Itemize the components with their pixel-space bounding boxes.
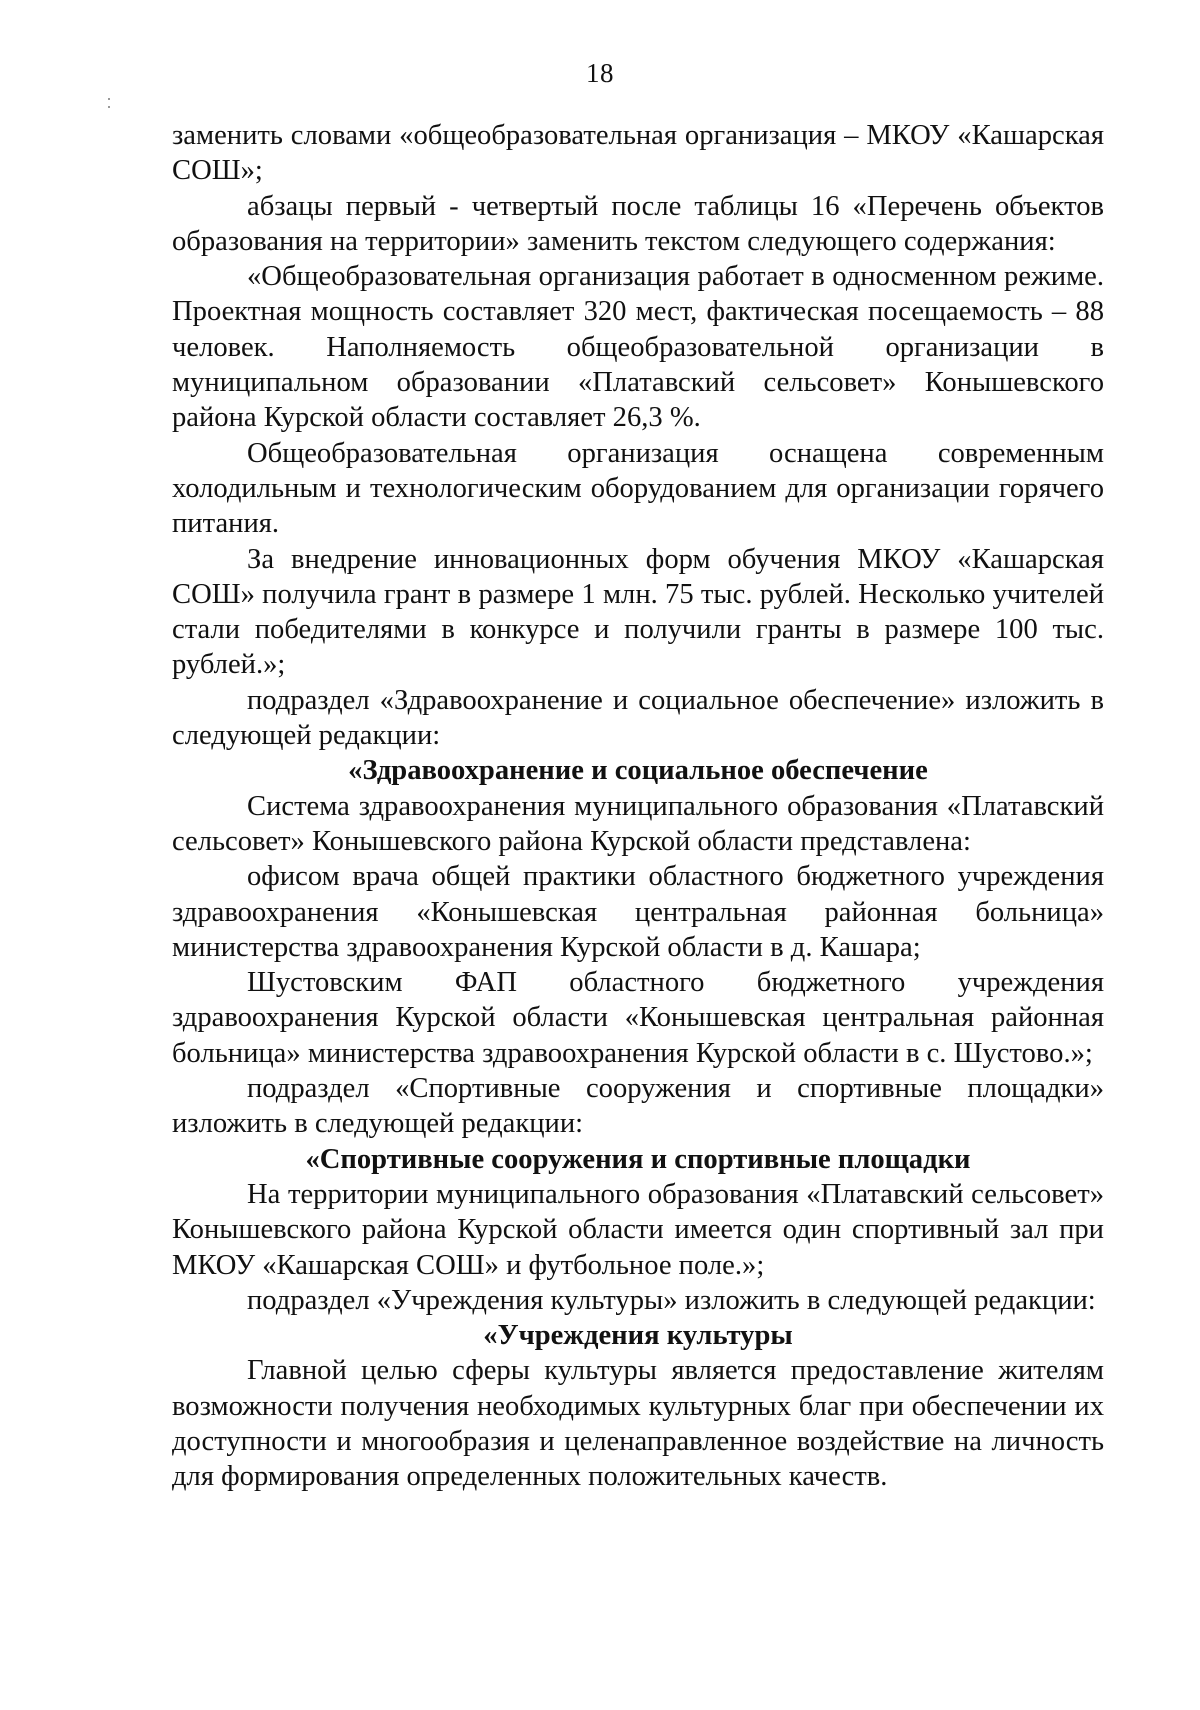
scan-artifact <box>108 106 110 108</box>
paragraph: «Общеобразовательная организация работает в односменном режиме. Проектная мощность составляет 320 мест, фактическая посещаемость – 88 человек. Наполняемость общеобразовательной организации в муниципальном образовании «Платавский сельсовет» Конышевского района Курской области составляет 26,3 %. <box>172 261 1104 434</box>
document-body <box>172 118 1104 1495</box>
page-number: 18 <box>586 58 614 88</box>
paragraph: Главной целью сферы культуры является предоставление жителям возможности получения необходимых культурных благ при обеспечении их доступности и многообразия и целенаправленное воздействие на личность для формирования определенных положительных качеств. <box>172 1355 1104 1493</box>
section-heading: «Спортивные сооружения и спортивные площадки <box>305 1143 971 1175</box>
paragraph: абзацы первый - четвертый после таблицы 16 «Перечень объектов образования на территории» заменить текстом следующего содержания: <box>172 190 1104 257</box>
section-heading: «Учреждения культуры <box>483 1320 793 1352</box>
paragraph: подраздел «Учреждения культуры» изложить в следующей редакции: <box>247 1284 1096 1316</box>
scan-artifact <box>108 98 110 100</box>
paragraph: заменить словами «общеобразовательная организация – МКОУ «Кашарская СОШ»; <box>172 120 1104 187</box>
paragraph: На территории муниципального образования «Платавский сельсовет» Конышевского района Курской области имеется один спортивный зал при МКОУ «Кашарская СОШ» и футбольное поле.»; <box>172 1178 1104 1281</box>
section-heading: «Здравоохранение и социальное обеспечение <box>348 755 928 787</box>
paragraph: подраздел «Здравоохранение и социальное обеспечение» изложить в следующей редакции: <box>172 684 1104 752</box>
paragraph: офисом врача общей практики областного бюджетного учреждения здравоохранения «Конышевская центральная районная больница» министерства здравоохранения Курской области в д. Кашара; <box>172 861 1104 963</box>
paragraph: Шустовским ФАП областного бюджетного учреждения здравоохранения Курской области «Конышевская центральная районная больница» министерства здравоохранения Курской области в с. Шустово.»; <box>172 967 1104 1069</box>
paragraph: Общеобразовательная организация оснащена современным холодильным и технологическим оборудованием для организации горячего питания. <box>172 437 1104 540</box>
paragraph: подраздел «Спортивные сооружения и спортивные площадки» изложить в следующей редакции: <box>172 1073 1104 1140</box>
paragraph: За внедрение инновационных форм обучения МКОУ «Кашарская СОШ» получила грант в размере 1 млн. 75 тыс. рублей. Несколько учителей стали победителями в конкурсе и получили гранты в размере 100 тыс. рублей.»; <box>172 543 1104 681</box>
paragraph: Система здравоохранения муниципального образования «Платавский сельсовет» Конышевского района Курской области представлена: <box>172 790 1104 857</box>
